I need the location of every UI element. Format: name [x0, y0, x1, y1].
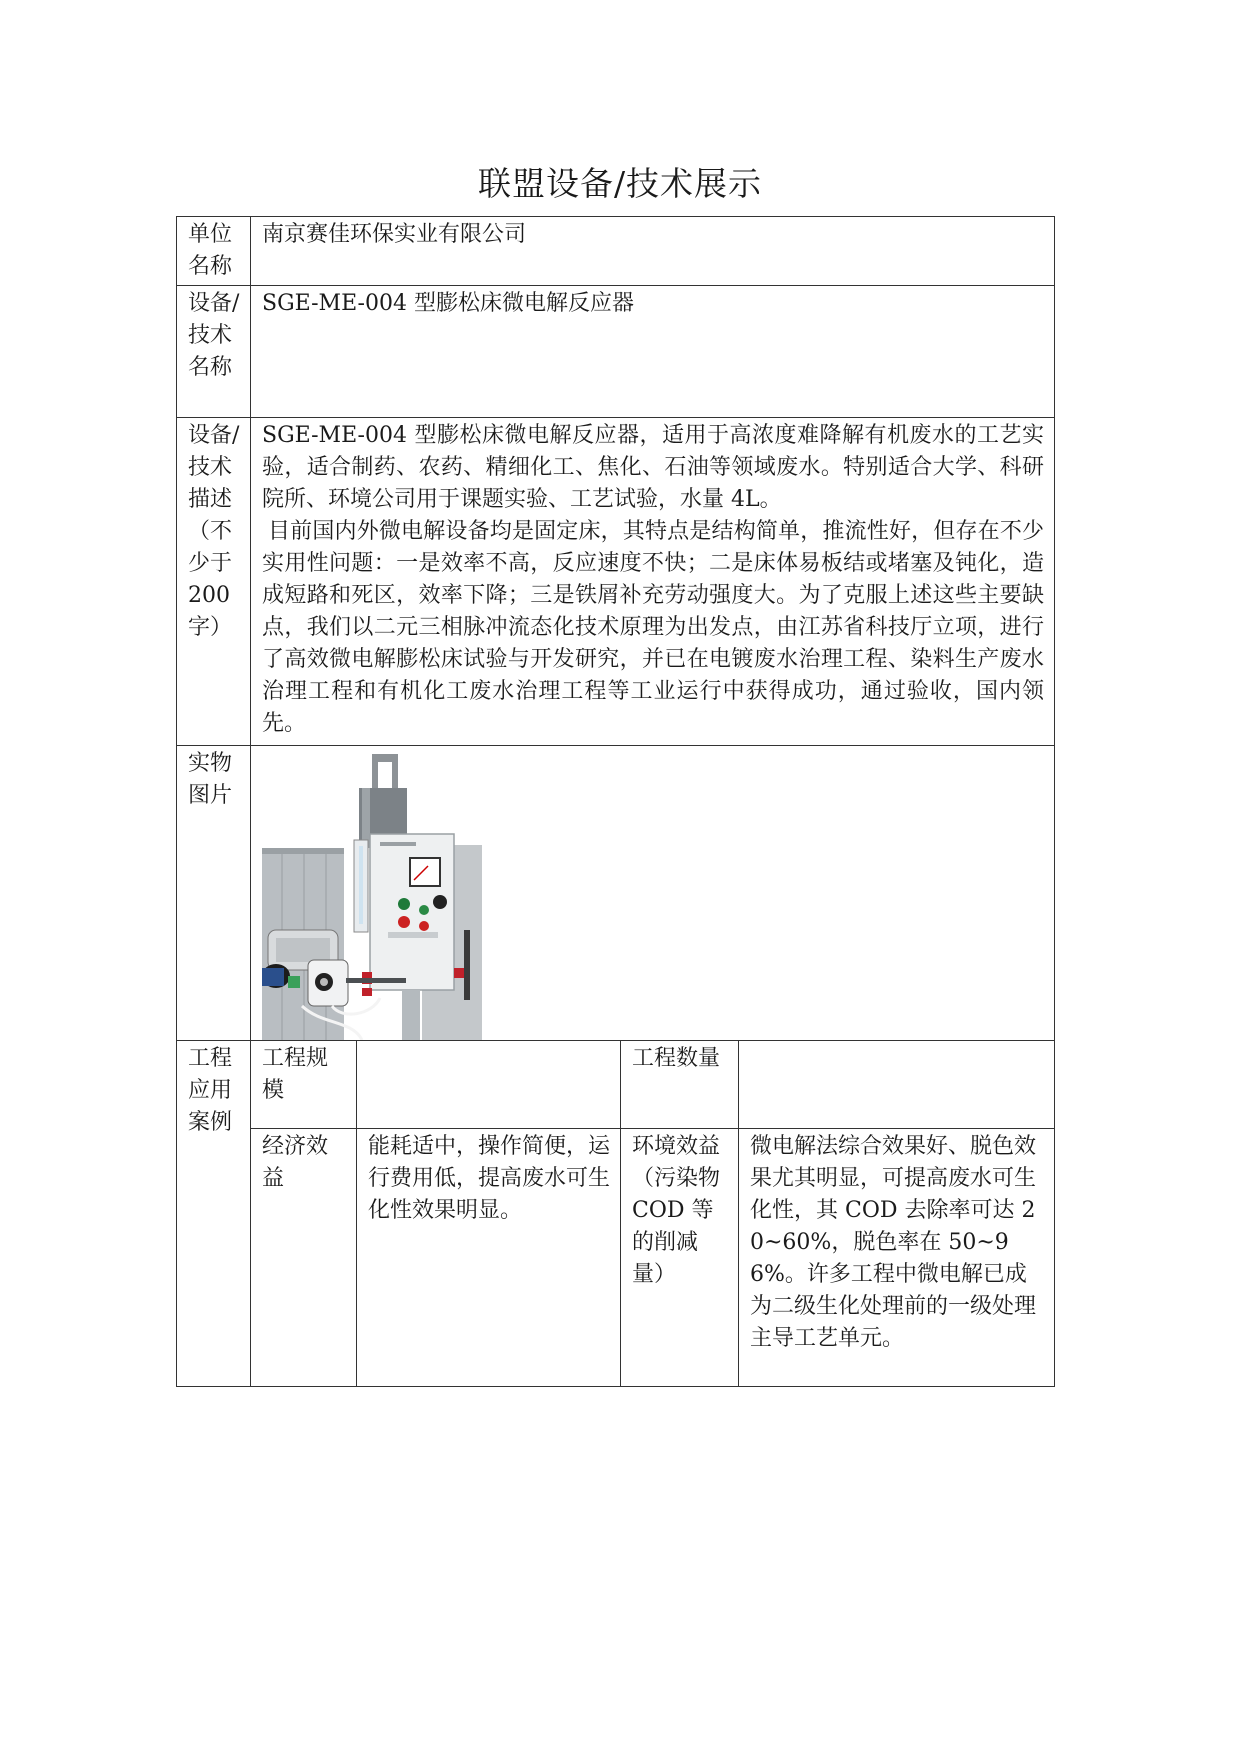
count-label: 工程数量	[621, 1041, 739, 1129]
econ-value: 能耗适中，操作简便，运行费用低，提高废水可生化性效果明显。	[357, 1129, 621, 1387]
equipment-photo	[262, 750, 482, 1040]
unit-name-label: 单位名称	[177, 217, 251, 286]
scale-value	[357, 1041, 621, 1129]
count-value	[739, 1041, 1055, 1129]
description-paragraph-1: SGE-ME-004 型膨松床微电解反应器，适用于高浓度难降解有机废水的工艺实验，适合制药、农药、精细化工、焦化、石油等领域废水。特别适合大学、科研院所、环境公司用于课题实验、工艺试验，水量 4L。	[262, 423, 1045, 512]
description-label: 设备/技术描述（不少于200字）	[177, 418, 251, 746]
photo-label: 实物图片	[177, 746, 251, 1041]
scale-label: 工程规模	[251, 1041, 357, 1129]
row-photo	[177, 746, 1055, 1041]
env-value: 微电解法综合效果好、脱色效果尤其明显，可提高废水可生化性，其 COD 去除率可达 20~60%，脱色率在 50~96%。许多工程中微电解已成为二级生化处理前的一级处理主导工艺单元。	[739, 1129, 1055, 1387]
equipment-photo-illustration	[262, 750, 482, 1040]
row-description	[177, 418, 1055, 746]
page-title: 联盟设备/技术展示	[477, 164, 763, 203]
showcase-table	[176, 216, 1055, 1387]
row-cases-scale	[177, 1041, 1055, 1129]
env-label: 环境效益（污染物 COD 等的削减量）	[621, 1129, 739, 1387]
econ-label: 经济效益	[251, 1129, 357, 1387]
row-equipment-name	[177, 286, 1055, 418]
equipment-name-label: 设备/技术名称	[177, 286, 251, 418]
cases-label: 工程应用案例	[177, 1041, 251, 1387]
equipment-name-value: SGE-ME-004 型膨松床微电解反应器	[251, 286, 1055, 418]
description-paragraph-2: 目前国内外微电解设备均是固定床，其特点是结构简单，推流性好，但存在不少实用性问题：一是效率不高，反应速度不快；二是床体易板结或堵塞及钝化，造成短路和死区，效率下降；三是铁屑补充劳动强度大。为了克服上述这些主要缺点，我们以二元三相脉冲流态化技术原理为出发点，由江苏省科技厅立项，进行了高效微电解膨松床试验与开发研究，并已在电镀废水治理工程、染料生产废水治理工程和有机化工废水治理工程等工业运行中获得成功，通过验收，国内领先。	[262, 519, 1045, 736]
row-cases-benefits	[177, 1129, 1055, 1387]
row-unit-name	[177, 217, 1055, 286]
unit-name-value: 南京赛佳环保实业有限公司	[251, 217, 1055, 286]
description-value	[251, 418, 1055, 746]
photo-cell	[251, 746, 1055, 1041]
